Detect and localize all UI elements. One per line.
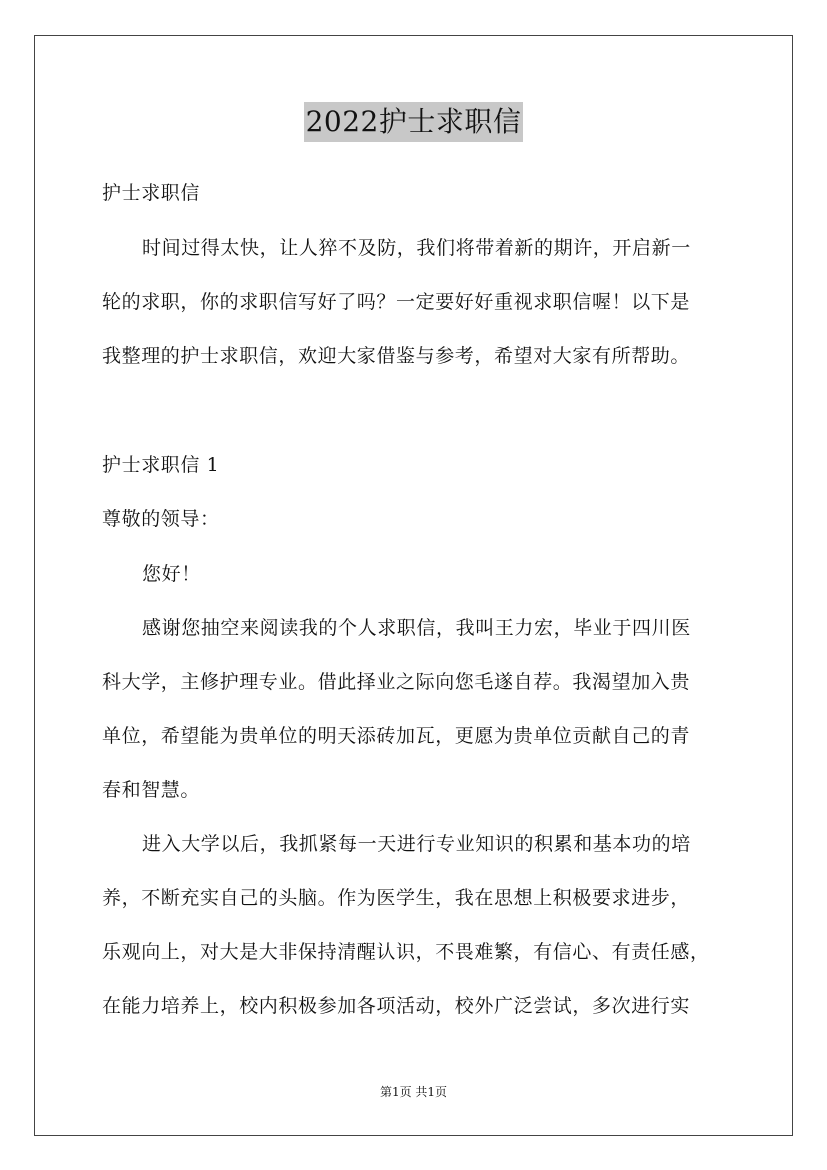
document-subtitle: 护士求职信: [102, 182, 201, 204]
body-line: 春和智慧。: [102, 779, 201, 801]
greeting: 您好！: [142, 563, 201, 585]
body-line: 养，不断充实自己的头脑。作为医学生，我在思想上积极要求进步，: [102, 887, 691, 909]
body-line: 科大学，主修护理专业。借此择业之际向您毛遂自荐。我渴望加入贵: [102, 671, 691, 693]
body-line: 感谢您抽空来阅读我的个人求职信，我叫王力宏，毕业于四川医: [142, 617, 691, 639]
page-number: 第1页 共1页: [379, 1085, 448, 1099]
body-line: 乐观向上，对大是大非保持清醒认识，不畏难繁，有信心、有责任感，: [102, 941, 710, 963]
salutation: 尊敬的领导：: [102, 508, 220, 530]
body-line: 在能力培养上，校内积极参加各项活动，校外广泛尝试，多次进行实: [102, 995, 691, 1017]
title-container: [0, 102, 827, 142]
section-heading: 护士求职信 1: [102, 454, 220, 476]
intro-line: 我整理的护士求职信，欢迎大家借鉴与参考，希望对大家有所帮助。: [102, 345, 691, 367]
body-line: 进入大学以后，我抓紧每一天进行专业知识的积累和基本功的培: [142, 833, 691, 855]
intro-line: 轮的求职，你的求职信写好了吗？一定要好好重视求职信喔！以下是: [102, 291, 691, 313]
body-line: 单位，希望能为贵单位的明天添砖加瓦，更愿为贵单位贡献自己的青: [102, 725, 691, 747]
document-title: 2022护士求职信: [304, 102, 524, 142]
intro-line: 时间过得太快，让人猝不及防，我们将带着新的期许，开启新一: [142, 237, 691, 259]
